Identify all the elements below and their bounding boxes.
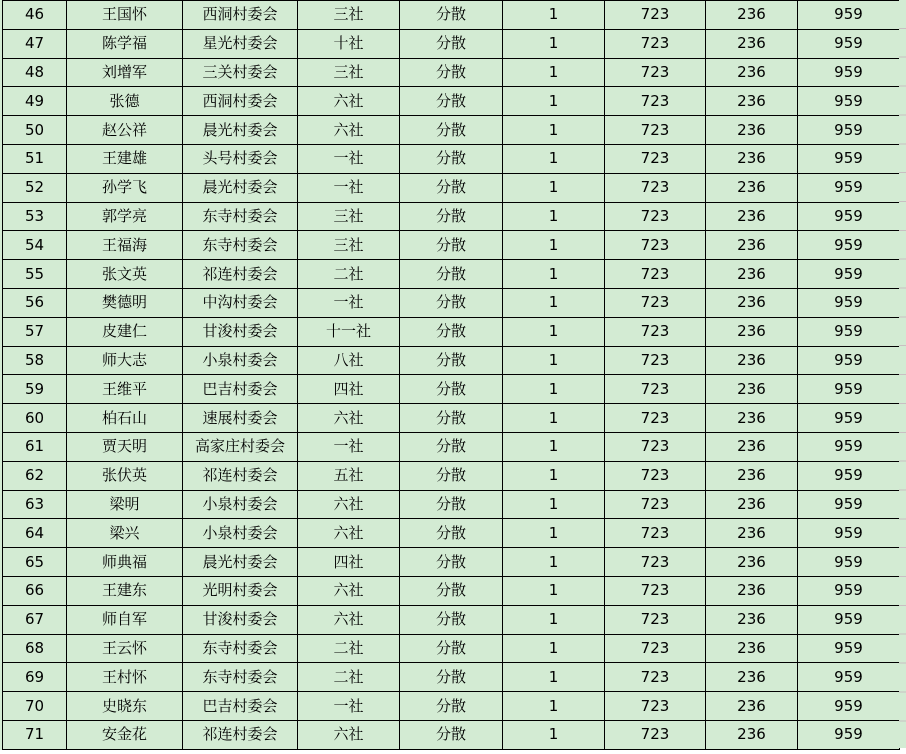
name-cell[interactable]: 张文英 xyxy=(67,260,183,289)
table-row xyxy=(3,173,900,202)
total-cell[interactable]: 959 xyxy=(798,692,900,721)
value2-cell[interactable]: 236 xyxy=(706,548,798,577)
total-cell[interactable]: 959 xyxy=(798,173,900,202)
village-committee-cell[interactable]: 星光村委会 xyxy=(183,29,298,58)
mode-cell[interactable]: 分散 xyxy=(400,346,503,375)
count-cell[interactable]: 1 xyxy=(503,346,605,375)
name-cell[interactable]: 郭学亮 xyxy=(67,202,183,231)
group-cell[interactable]: 一社 xyxy=(298,692,400,721)
table-row xyxy=(3,58,900,87)
row-number-cell[interactable]: 70 xyxy=(3,692,67,721)
value1-cell[interactable]: 723 xyxy=(605,231,706,260)
mode-cell[interactable]: 分散 xyxy=(400,548,503,577)
group-cell[interactable]: 五社 xyxy=(298,461,400,490)
village-committee-cell[interactable]: 光明村委会 xyxy=(183,576,298,605)
total-cell[interactable]: 959 xyxy=(798,317,900,346)
group-cell[interactable]: 四社 xyxy=(298,548,400,577)
count-cell[interactable]: 1 xyxy=(503,1,605,30)
value1-cell[interactable]: 723 xyxy=(605,260,706,289)
table-row xyxy=(3,116,900,145)
value1-cell[interactable]: 723 xyxy=(605,202,706,231)
village-committee-cell[interactable]: 祁连村委会 xyxy=(183,461,298,490)
table-row xyxy=(3,260,900,289)
total-cell[interactable]: 959 xyxy=(798,29,900,58)
mode-cell[interactable]: 分散 xyxy=(400,461,503,490)
value2-cell[interactable]: 236 xyxy=(706,173,798,202)
table-row xyxy=(3,461,900,490)
roster-table xyxy=(2,0,900,750)
village-committee-cell[interactable]: 甘浚村委会 xyxy=(183,605,298,634)
count-cell[interactable]: 1 xyxy=(503,490,605,519)
value2-cell[interactable]: 236 xyxy=(706,231,798,260)
mode-cell[interactable]: 分散 xyxy=(400,29,503,58)
value2-cell[interactable]: 236 xyxy=(706,288,798,317)
value1-cell[interactable]: 723 xyxy=(605,58,706,87)
count-cell[interactable]: 1 xyxy=(503,605,605,634)
value2-cell[interactable]: 236 xyxy=(706,116,798,145)
row-number-cell[interactable]: 52 xyxy=(3,173,67,202)
table-row xyxy=(3,29,900,58)
mode-cell[interactable]: 分散 xyxy=(400,202,503,231)
total-cell[interactable]: 959 xyxy=(798,346,900,375)
table-body xyxy=(3,1,900,750)
row-number-cell[interactable]: 55 xyxy=(3,260,67,289)
mode-cell[interactable]: 分散 xyxy=(400,1,503,30)
name-cell[interactable]: 贾天明 xyxy=(67,432,183,461)
value2-cell[interactable]: 236 xyxy=(706,634,798,663)
name-cell[interactable]: 王维平 xyxy=(67,375,183,404)
value1-cell[interactable]: 723 xyxy=(605,548,706,577)
village-committee-cell[interactable]: 速展村委会 xyxy=(183,404,298,433)
row-number-cell[interactable]: 69 xyxy=(3,663,67,692)
name-cell[interactable]: 王建雄 xyxy=(67,144,183,173)
count-cell[interactable]: 1 xyxy=(503,404,605,433)
group-cell[interactable]: 三社 xyxy=(298,231,400,260)
table-row xyxy=(3,720,900,749)
village-committee-cell[interactable]: 东寺村委会 xyxy=(183,634,298,663)
village-committee-cell[interactable]: 晨光村委会 xyxy=(183,173,298,202)
mode-cell[interactable]: 分散 xyxy=(400,605,503,634)
group-cell[interactable]: 十社 xyxy=(298,29,400,58)
table-row xyxy=(3,634,900,663)
name-cell[interactable]: 陈学福 xyxy=(67,29,183,58)
row-number-cell[interactable]: 66 xyxy=(3,576,67,605)
row-number-cell[interactable]: 53 xyxy=(3,202,67,231)
village-committee-cell[interactable]: 巴吉村委会 xyxy=(183,375,298,404)
village-committee-cell[interactable]: 小泉村委会 xyxy=(183,346,298,375)
village-committee-cell[interactable]: 头号村委会 xyxy=(183,144,298,173)
group-cell[interactable]: 四社 xyxy=(298,375,400,404)
name-cell[interactable]: 师典福 xyxy=(67,548,183,577)
count-cell[interactable]: 1 xyxy=(503,58,605,87)
total-cell[interactable]: 959 xyxy=(798,1,900,30)
value2-cell[interactable]: 236 xyxy=(706,461,798,490)
village-committee-cell[interactable]: 小泉村委会 xyxy=(183,519,298,548)
mode-cell[interactable]: 分散 xyxy=(400,58,503,87)
village-committee-cell[interactable]: 东寺村委会 xyxy=(183,202,298,231)
name-cell[interactable]: 王国怀 xyxy=(67,1,183,30)
count-cell[interactable]: 1 xyxy=(503,29,605,58)
table-row xyxy=(3,490,900,519)
group-cell[interactable]: 一社 xyxy=(298,432,400,461)
group-cell[interactable]: 六社 xyxy=(298,720,400,749)
total-cell[interactable]: 959 xyxy=(798,605,900,634)
row-number-cell[interactable]: 50 xyxy=(3,116,67,145)
value1-cell[interactable]: 723 xyxy=(605,692,706,721)
village-committee-cell[interactable]: 晨光村委会 xyxy=(183,548,298,577)
value2-cell[interactable]: 236 xyxy=(706,432,798,461)
count-cell[interactable]: 1 xyxy=(503,260,605,289)
value1-cell[interactable]: 723 xyxy=(605,634,706,663)
group-cell[interactable]: 二社 xyxy=(298,634,400,663)
row-number-cell[interactable]: 47 xyxy=(3,29,67,58)
value2-cell[interactable]: 236 xyxy=(706,317,798,346)
name-cell[interactable]: 王云怀 xyxy=(67,634,183,663)
total-cell[interactable]: 959 xyxy=(798,461,900,490)
value2-cell[interactable]: 236 xyxy=(706,87,798,116)
value2-cell[interactable]: 236 xyxy=(706,144,798,173)
count-cell[interactable]: 1 xyxy=(503,548,605,577)
total-cell[interactable]: 959 xyxy=(798,548,900,577)
value2-cell[interactable]: 236 xyxy=(706,663,798,692)
village-committee-cell[interactable]: 祁连村委会 xyxy=(183,720,298,749)
value2-cell[interactable]: 236 xyxy=(706,519,798,548)
name-cell[interactable]: 赵公祥 xyxy=(67,116,183,145)
table-row xyxy=(3,317,900,346)
total-cell[interactable]: 959 xyxy=(798,720,900,749)
value2-cell[interactable]: 236 xyxy=(706,202,798,231)
group-cell[interactable]: 一社 xyxy=(298,288,400,317)
total-cell[interactable]: 959 xyxy=(798,634,900,663)
table-row xyxy=(3,144,900,173)
value1-cell[interactable]: 723 xyxy=(605,29,706,58)
group-cell[interactable]: 三社 xyxy=(298,202,400,231)
total-cell[interactable]: 959 xyxy=(798,375,900,404)
village-committee-cell[interactable]: 东寺村委会 xyxy=(183,663,298,692)
group-cell[interactable]: 六社 xyxy=(298,87,400,116)
group-cell[interactable]: 三社 xyxy=(298,1,400,30)
value1-cell[interactable]: 723 xyxy=(605,375,706,404)
count-cell[interactable]: 1 xyxy=(503,87,605,116)
value2-cell[interactable]: 236 xyxy=(706,720,798,749)
name-cell[interactable]: 王建东 xyxy=(67,576,183,605)
mode-cell[interactable]: 分散 xyxy=(400,720,503,749)
village-committee-cell[interactable]: 西洞村委会 xyxy=(183,1,298,30)
mode-cell[interactable]: 分散 xyxy=(400,663,503,692)
value1-cell[interactable]: 723 xyxy=(605,432,706,461)
value2-cell[interactable]: 236 xyxy=(706,1,798,30)
value2-cell[interactable]: 236 xyxy=(706,692,798,721)
village-committee-cell[interactable]: 中沟村委会 xyxy=(183,288,298,317)
mode-cell[interactable]: 分散 xyxy=(400,519,503,548)
table-row xyxy=(3,1,900,30)
group-cell[interactable]: 六社 xyxy=(298,116,400,145)
count-cell[interactable]: 1 xyxy=(503,432,605,461)
total-cell[interactable]: 959 xyxy=(798,288,900,317)
group-cell[interactable]: 六社 xyxy=(298,576,400,605)
right-edge-column xyxy=(899,0,906,748)
total-cell[interactable]: 959 xyxy=(798,144,900,173)
name-cell[interactable]: 刘增军 xyxy=(67,58,183,87)
value1-cell[interactable]: 723 xyxy=(605,144,706,173)
table-row xyxy=(3,346,900,375)
row-number-cell[interactable]: 64 xyxy=(3,519,67,548)
village-committee-cell[interactable]: 晨光村委会 xyxy=(183,116,298,145)
group-cell[interactable]: 六社 xyxy=(298,605,400,634)
value2-cell[interactable]: 236 xyxy=(706,29,798,58)
mode-cell[interactable]: 分散 xyxy=(400,432,503,461)
table-row xyxy=(3,202,900,231)
count-cell[interactable]: 1 xyxy=(503,663,605,692)
name-cell[interactable]: 梁明 xyxy=(67,490,183,519)
table-row xyxy=(3,548,900,577)
name-cell[interactable]: 安金花 xyxy=(67,720,183,749)
value1-cell[interactable]: 723 xyxy=(605,519,706,548)
mode-cell[interactable]: 分散 xyxy=(400,144,503,173)
village-committee-cell[interactable]: 小泉村委会 xyxy=(183,490,298,519)
total-cell[interactable]: 959 xyxy=(798,519,900,548)
table-row xyxy=(3,432,900,461)
row-number-cell[interactable]: 46 xyxy=(3,1,67,30)
mode-cell[interactable]: 分散 xyxy=(400,317,503,346)
count-cell[interactable]: 1 xyxy=(503,519,605,548)
value1-cell[interactable]: 723 xyxy=(605,346,706,375)
group-cell[interactable]: 六社 xyxy=(298,519,400,548)
total-cell[interactable]: 959 xyxy=(798,58,900,87)
name-cell[interactable]: 师自军 xyxy=(67,605,183,634)
total-cell[interactable]: 959 xyxy=(798,116,900,145)
name-cell[interactable]: 皮建仁 xyxy=(67,317,183,346)
value1-cell[interactable]: 723 xyxy=(605,720,706,749)
value1-cell[interactable]: 723 xyxy=(605,288,706,317)
count-cell[interactable]: 1 xyxy=(503,173,605,202)
row-number-cell[interactable]: 59 xyxy=(3,375,67,404)
count-cell[interactable]: 1 xyxy=(503,116,605,145)
count-cell[interactable]: 1 xyxy=(503,634,605,663)
value2-cell[interactable]: 236 xyxy=(706,490,798,519)
name-cell[interactable]: 梁兴 xyxy=(67,519,183,548)
total-cell[interactable]: 959 xyxy=(798,260,900,289)
count-cell[interactable]: 1 xyxy=(503,144,605,173)
total-cell[interactable]: 959 xyxy=(798,87,900,116)
value2-cell[interactable]: 236 xyxy=(706,346,798,375)
total-cell[interactable]: 959 xyxy=(798,490,900,519)
group-cell[interactable]: 一社 xyxy=(298,144,400,173)
row-number-cell[interactable]: 68 xyxy=(3,634,67,663)
group-cell[interactable]: 一社 xyxy=(298,173,400,202)
count-cell[interactable]: 1 xyxy=(503,202,605,231)
count-cell[interactable]: 1 xyxy=(503,288,605,317)
count-cell[interactable]: 1 xyxy=(503,576,605,605)
row-number-cell[interactable]: 57 xyxy=(3,317,67,346)
mode-cell[interactable]: 分散 xyxy=(400,692,503,721)
row-number-cell[interactable]: 56 xyxy=(3,288,67,317)
count-cell[interactable]: 1 xyxy=(503,375,605,404)
total-cell[interactable]: 959 xyxy=(798,404,900,433)
mode-cell[interactable]: 分散 xyxy=(400,576,503,605)
table-row xyxy=(3,576,900,605)
name-cell[interactable]: 张伏英 xyxy=(67,461,183,490)
row-number-cell[interactable]: 71 xyxy=(3,720,67,749)
row-number-cell[interactable]: 63 xyxy=(3,490,67,519)
mode-cell[interactable]: 分散 xyxy=(400,116,503,145)
village-committee-cell[interactable]: 高家庄村委会 xyxy=(183,432,298,461)
group-cell[interactable]: 六社 xyxy=(298,404,400,433)
row-number-cell[interactable]: 60 xyxy=(3,404,67,433)
value1-cell[interactable]: 723 xyxy=(605,404,706,433)
value1-cell[interactable]: 723 xyxy=(605,461,706,490)
name-cell[interactable]: 樊德明 xyxy=(67,288,183,317)
table-row xyxy=(3,288,900,317)
total-cell[interactable]: 959 xyxy=(798,202,900,231)
name-cell[interactable]: 王福海 xyxy=(67,231,183,260)
mode-cell[interactable]: 分散 xyxy=(400,173,503,202)
value1-cell[interactable]: 723 xyxy=(605,605,706,634)
village-committee-cell[interactable]: 祁连村委会 xyxy=(183,260,298,289)
total-cell[interactable]: 959 xyxy=(798,663,900,692)
mode-cell[interactable]: 分散 xyxy=(400,231,503,260)
total-cell[interactable]: 959 xyxy=(798,576,900,605)
village-committee-cell[interactable]: 西洞村委会 xyxy=(183,87,298,116)
mode-cell[interactable]: 分散 xyxy=(400,260,503,289)
village-committee-cell[interactable]: 三关村委会 xyxy=(183,58,298,87)
mode-cell[interactable]: 分散 xyxy=(400,375,503,404)
row-number-cell[interactable]: 62 xyxy=(3,461,67,490)
count-cell[interactable]: 1 xyxy=(503,231,605,260)
name-cell[interactable]: 孙学飞 xyxy=(67,173,183,202)
value1-cell[interactable]: 723 xyxy=(605,576,706,605)
value1-cell[interactable]: 723 xyxy=(605,173,706,202)
row-number-cell[interactable]: 67 xyxy=(3,605,67,634)
table-row xyxy=(3,375,900,404)
name-cell[interactable]: 师大志 xyxy=(67,346,183,375)
mode-cell[interactable]: 分散 xyxy=(400,87,503,116)
village-committee-cell[interactable]: 东寺村委会 xyxy=(183,231,298,260)
value2-cell[interactable]: 236 xyxy=(706,260,798,289)
group-cell[interactable]: 三社 xyxy=(298,58,400,87)
name-cell[interactable]: 史晓东 xyxy=(67,692,183,721)
name-cell[interactable]: 张德 xyxy=(67,87,183,116)
value1-cell[interactable]: 723 xyxy=(605,663,706,692)
table-row xyxy=(3,692,900,721)
table-row xyxy=(3,519,900,548)
group-cell[interactable]: 十一社 xyxy=(298,317,400,346)
row-number-cell[interactable]: 54 xyxy=(3,231,67,260)
row-number-cell[interactable]: 65 xyxy=(3,548,67,577)
row-number-cell[interactable]: 49 xyxy=(3,87,67,116)
row-number-cell[interactable]: 51 xyxy=(3,144,67,173)
table-row xyxy=(3,231,900,260)
group-cell[interactable]: 八社 xyxy=(298,346,400,375)
table-row xyxy=(3,87,900,116)
name-cell[interactable]: 王村怀 xyxy=(67,663,183,692)
group-cell[interactable]: 二社 xyxy=(298,663,400,692)
row-number-cell[interactable]: 58 xyxy=(3,346,67,375)
value2-cell[interactable]: 236 xyxy=(706,58,798,87)
total-cell[interactable]: 959 xyxy=(798,432,900,461)
value2-cell[interactable]: 236 xyxy=(706,576,798,605)
mode-cell[interactable]: 分散 xyxy=(400,634,503,663)
value2-cell[interactable]: 236 xyxy=(706,605,798,634)
value1-cell[interactable]: 723 xyxy=(605,1,706,30)
mode-cell[interactable]: 分散 xyxy=(400,404,503,433)
row-number-cell[interactable]: 61 xyxy=(3,432,67,461)
row-number-cell[interactable]: 48 xyxy=(3,58,67,87)
value2-cell[interactable]: 236 xyxy=(706,404,798,433)
village-committee-cell[interactable]: 甘浚村委会 xyxy=(183,317,298,346)
value1-cell[interactable]: 723 xyxy=(605,490,706,519)
group-cell[interactable]: 二社 xyxy=(298,260,400,289)
name-cell[interactable]: 柏石山 xyxy=(67,404,183,433)
total-cell[interactable]: 959 xyxy=(798,231,900,260)
mode-cell[interactable]: 分散 xyxy=(400,490,503,519)
value1-cell[interactable]: 723 xyxy=(605,87,706,116)
table-row xyxy=(3,605,900,634)
value1-cell[interactable]: 723 xyxy=(605,116,706,145)
table-row xyxy=(3,663,900,692)
value2-cell[interactable]: 236 xyxy=(706,375,798,404)
count-cell[interactable]: 1 xyxy=(503,720,605,749)
group-cell[interactable]: 六社 xyxy=(298,490,400,519)
mode-cell[interactable]: 分散 xyxy=(400,288,503,317)
value1-cell[interactable]: 723 xyxy=(605,317,706,346)
count-cell[interactable]: 1 xyxy=(503,317,605,346)
village-committee-cell[interactable]: 巴吉村委会 xyxy=(183,692,298,721)
table-row xyxy=(3,404,900,433)
count-cell[interactable]: 1 xyxy=(503,692,605,721)
count-cell[interactable]: 1 xyxy=(503,461,605,490)
